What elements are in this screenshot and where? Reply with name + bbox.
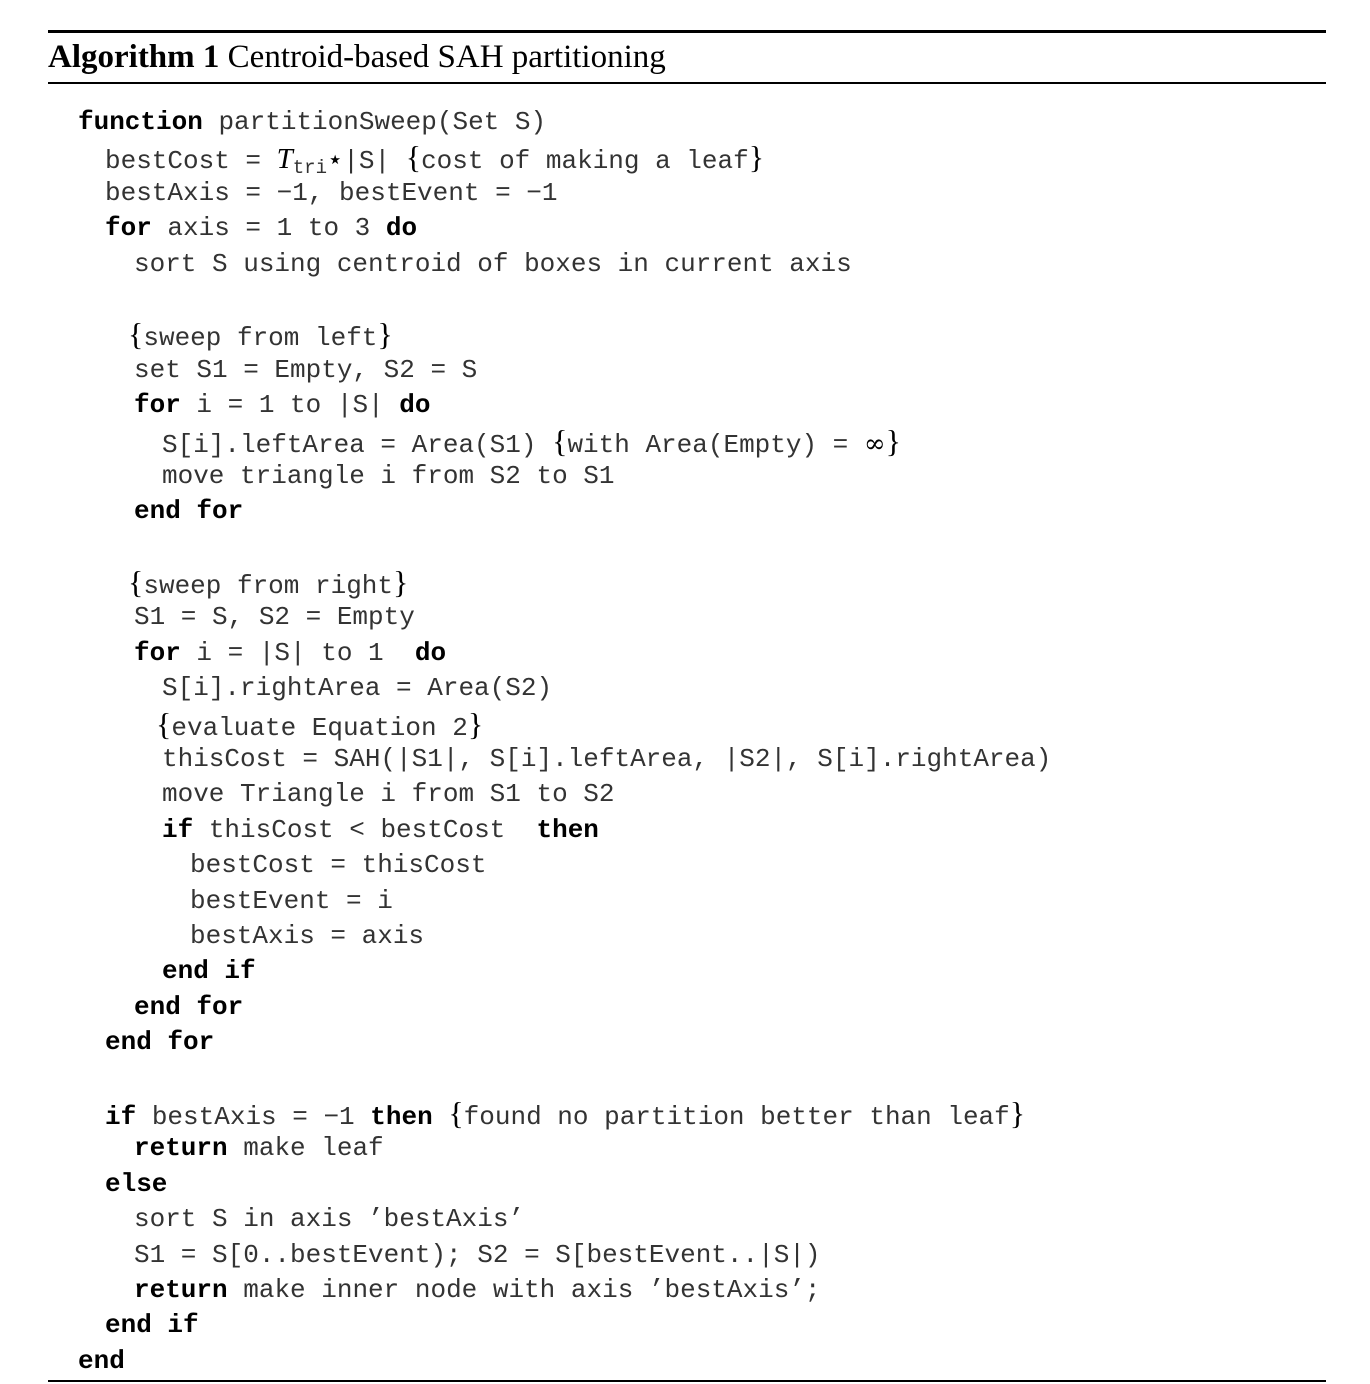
comment-close-brace: } [467,705,484,742]
keyword-end: end [78,1345,125,1376]
code-comment: with Area(Empty) = [567,429,864,460]
code-line [78,247,1328,282]
comment-close-brace: } [377,316,393,353]
comment-open-brace: { [128,564,144,601]
code-line [78,884,1328,919]
code-text: S[i].rightArea = Area(S2) [162,673,553,704]
code-text: sort S using centroid of boxes in current axis [134,248,852,279]
code-line [78,1167,1328,1202]
code-line [78,494,1328,529]
keyword-end-for: end for [134,496,244,527]
code-text: set S1 = Empty, S2 = S [134,354,478,385]
comment-open-brace: { [128,316,144,353]
code-comment: found no partition better than leaf [463,1101,1010,1132]
code-text: bestAxis = −1 [151,1101,355,1132]
math-T: T [276,143,293,176]
code-text: axis = 1 to 3 [167,213,371,244]
comment-open-brace: { [156,705,172,742]
bottom-rule [48,1380,1326,1382]
caption-rule [48,82,1326,84]
code-text: thisCost < bestCost [208,814,506,845]
code-text: |S| [343,146,406,177]
code-text: make inner node with axis ’bestAxis’; [243,1274,821,1305]
keyword-end-if: end if [105,1310,199,1341]
code-text: i = 1 to |S| [196,390,384,421]
keyword-if: if [105,1101,137,1132]
code-line [78,1096,1328,1131]
code-text: S1 = S, S2 = Empty [134,602,415,633]
keyword-end-if: end if [162,956,256,987]
comment-open-brace: { [552,422,568,459]
code-line [78,954,1328,989]
code-text: S[i].leftArea = Area(S1) [162,429,553,460]
algorithm-label: Algorithm 1 [48,39,220,75]
code-text: bestAxis = −1, bestEvent = −1 [105,177,558,208]
code-text: bestCost = [105,146,277,177]
code-line [78,813,1328,848]
keyword-return: return [134,1274,228,1305]
keyword-function: function [78,107,203,137]
code-line [78,459,1328,494]
code-text: bestEvent = i [190,885,393,916]
code-comment: cost of making a leaf [421,146,749,177]
code-text: thisCost = SAH(|S1|, S[i].leftArea, |S2|, S[i].rightArea) [162,744,1052,775]
code-line [78,139,1328,180]
keyword-for: for [134,390,181,421]
algorithm-block [48,30,1326,84]
code-line [78,1273,1328,1308]
blank-line [78,282,1328,317]
keyword-do: do [385,213,418,244]
pseudocode [78,105,1328,1379]
code-line [78,990,1328,1025]
code-line [78,565,1328,600]
keyword-do: do [414,637,447,668]
code-line [78,777,1328,812]
code-line [78,671,1328,706]
code-text: sort S in axis ’bestAxis’ [134,1204,525,1235]
star-operator: ⋆ [327,145,344,176]
keyword-for: for [105,213,152,244]
keyword-then: then [536,814,599,845]
code-line [78,211,1328,246]
keyword-then: then [370,1101,433,1132]
infinity-symbol: ∞ [863,428,886,459]
code-line [78,600,1328,635]
blank-line [78,1061,1328,1096]
code-line [78,176,1328,211]
keyword-return: return [134,1133,228,1164]
code-text: bestAxis = axis [190,920,425,951]
code-text: S1 = S[0..bestEvent); S2 = S[bestEvent..|S|) [134,1239,821,1270]
code-line [78,424,1328,459]
code-comment: sweep from left [143,323,378,354]
code-line [78,1344,1328,1379]
code-comment: sweep from right [143,571,393,602]
math-subscript-tri: tri [292,157,327,180]
algorithm-title: Centroid-based SAH partitioning [227,39,666,75]
comment-close-brace: } [393,564,409,601]
code-line [78,317,1328,352]
comment-close-brace: } [748,139,765,176]
code-text: move triangle i from S2 to S1 [162,460,615,491]
code-line [78,1202,1328,1237]
code-line [78,353,1328,388]
comment-open-brace: { [448,1094,464,1131]
keyword-do: do [399,390,431,421]
keyword-else: else [105,1168,168,1199]
code-line [78,105,1328,140]
code-text: i = |S| to 1 [196,637,384,668]
algorithm-caption [48,33,1326,82]
keyword-for: for [134,637,181,668]
code-comment: evaluate Equation 2 [171,712,468,743]
code-line [78,636,1328,671]
code-text: partitionSweep(Set S) [218,107,547,137]
comment-close-brace: } [885,422,901,459]
keyword-end-for: end for [105,1027,215,1058]
comment-close-brace: } [1009,1094,1026,1131]
code-line [78,848,1328,883]
code-line [78,1131,1328,1166]
code-line [78,707,1328,742]
code-line [78,1308,1328,1343]
comment-open-brace: { [405,139,422,176]
blank-line [78,530,1328,565]
code-line [78,1238,1328,1273]
code-line [78,919,1328,954]
code-line [78,1025,1328,1060]
code-text: move Triangle i from S1 to S2 [162,779,615,810]
code-text: bestCost = thisCost [190,850,487,881]
keyword-if: if [162,814,194,845]
code-text: make leaf [243,1133,384,1164]
keyword-end-for: end for [134,991,244,1022]
code-line [78,742,1328,777]
code-line [78,388,1328,423]
